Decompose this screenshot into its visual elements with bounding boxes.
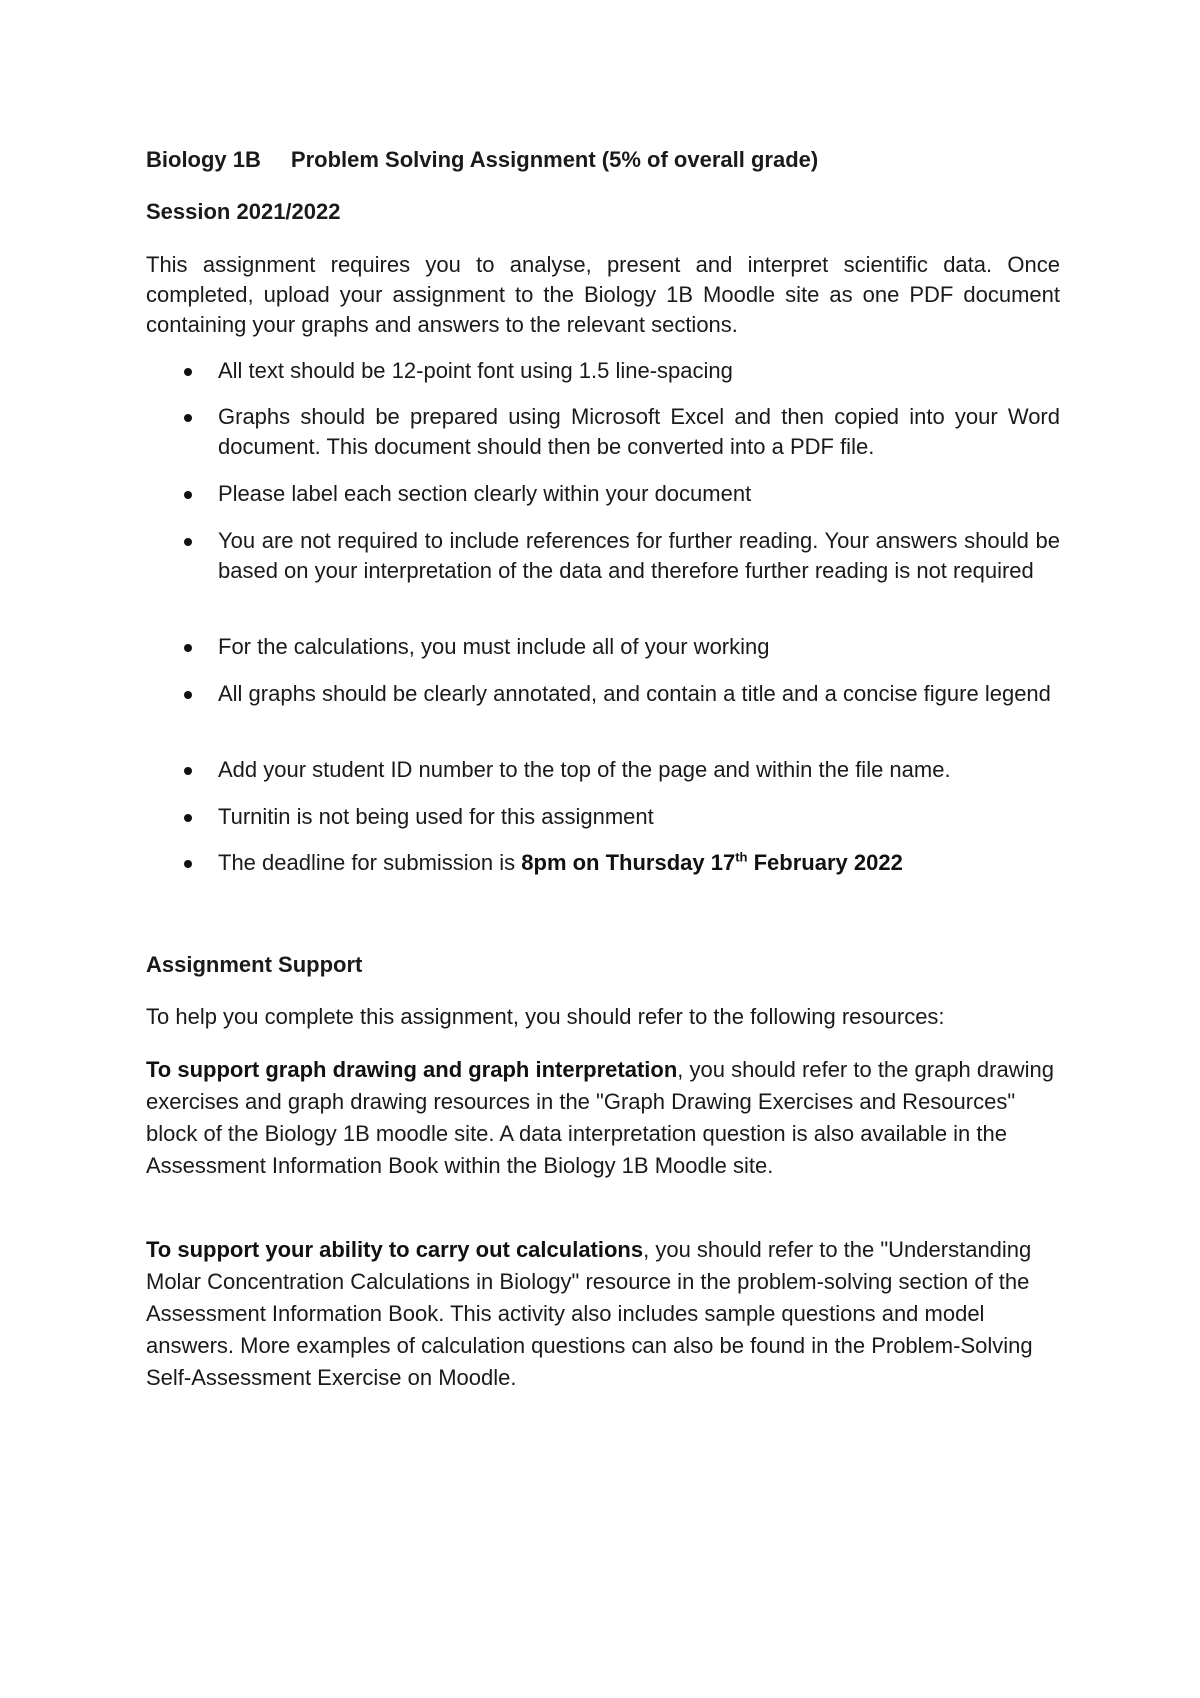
bullet-icon: [184, 368, 192, 376]
support-heading: Assignment Support: [146, 952, 363, 977]
bullet-icon: [184, 414, 192, 422]
course-name: Biology 1B: [146, 147, 261, 172]
bullet-icon: [184, 644, 192, 652]
session-label: Session 2021/2022: [146, 199, 341, 224]
deadline-date: 8pm on Thursday 17: [521, 850, 736, 875]
bullet-icon: [184, 814, 192, 822]
bullet-icon: [184, 538, 192, 546]
bullet-icon: [184, 691, 192, 699]
bullet-icon: [184, 767, 192, 775]
intro-paragraph: This assignment requires you to analyse, present and interpret scientific data. Once completed, upload your assignment to the Biology 1B Moodle site as one PDF document containing your graphs and answers to the relevant sections.: [146, 252, 1060, 337]
bullet-icon: [184, 491, 192, 499]
graph-support-paragraph: To support graph drawing and graph interpretation, you should refer to the graph drawing exercises and graph drawing resources in the "Graph Drawing Exercises and Resources" block of the Biology 1B moodle site. A data interpretation question is also available in the Assessment Information Book within the Biology 1B Moodle site.: [146, 1057, 1054, 1178]
document-title: [146, 147, 818, 173]
calc-support-paragraph: To support your ability to carry out calculations, you should refer to the "Understanding Molar Concentration Calculations in Biology" resource in the problem-solving section of the Assessment Information Book. This activity also includes sample questions and model answers. More examples of calculation questions can also be found in the Problem-Solving Self-Assessment Exercise on Moodle.: [146, 1237, 1033, 1390]
bullet-icon: [184, 860, 192, 868]
support-intro: To help you complete this assignment, you should refer to the following resources:: [146, 1004, 945, 1029]
assignment-title: Problem Solving Assignment (5% of overall grade): [290, 147, 819, 172]
